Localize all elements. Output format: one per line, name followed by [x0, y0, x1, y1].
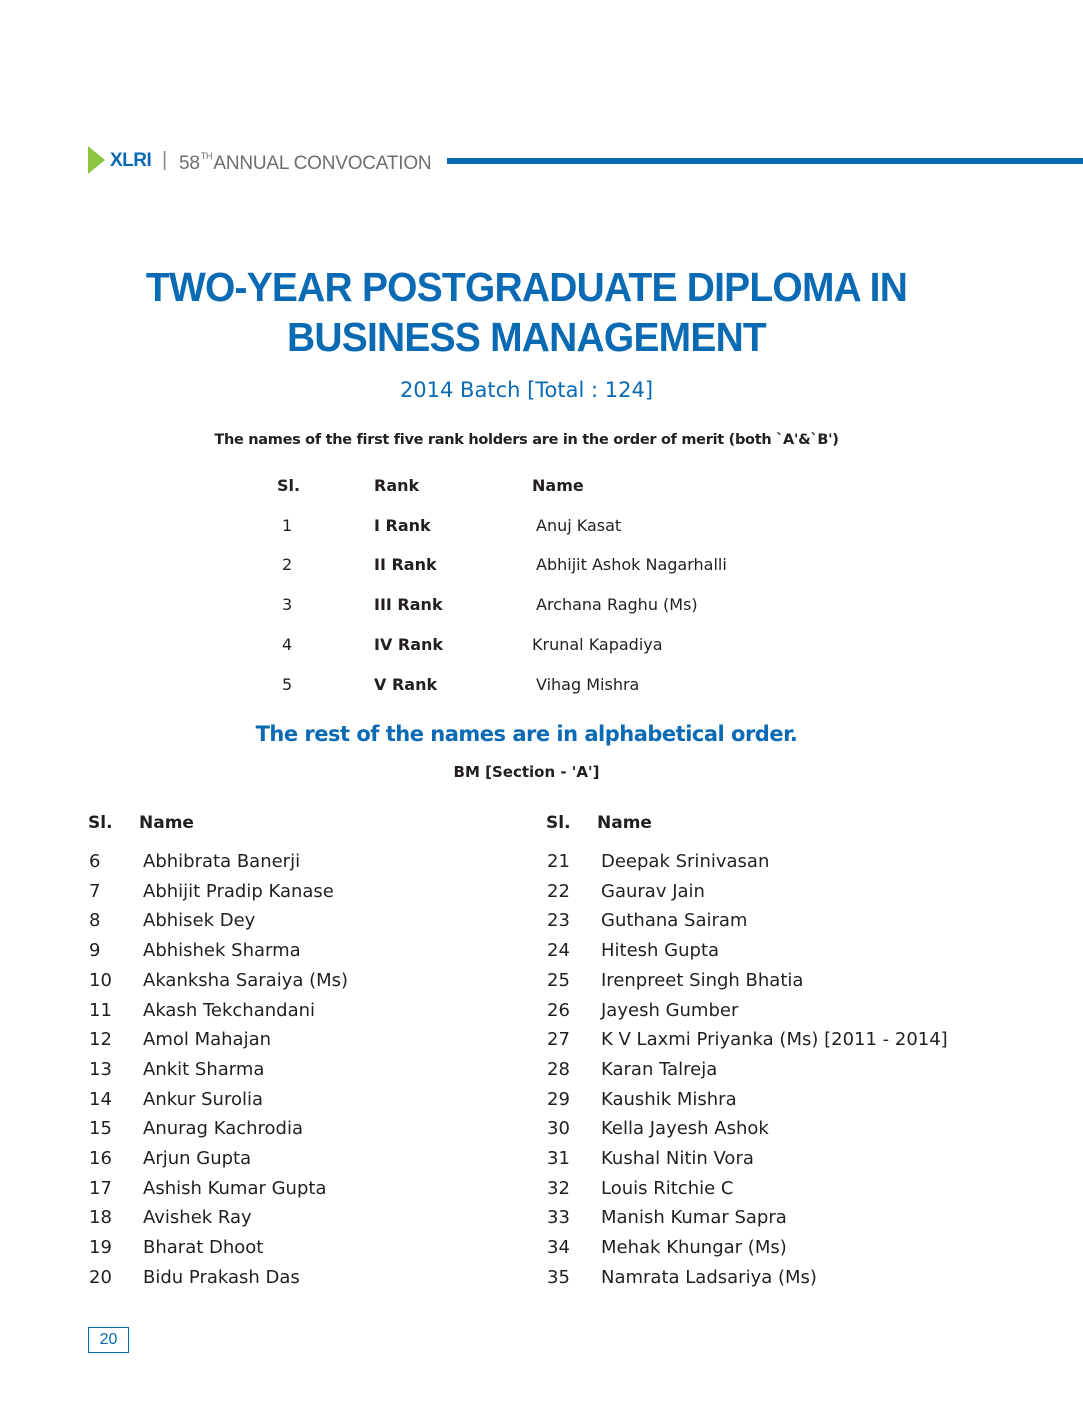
header-separator: | — [162, 149, 168, 171]
list-item-name: Louis Ritchie C — [601, 1177, 734, 1199]
list-item-sl: 22 — [547, 880, 570, 902]
list-item-name: Namrata Ladsariya (Ms) — [601, 1266, 817, 1288]
merit-note: The names of the first five rank holders are in the order of merit (both `A'&`B') — [214, 432, 839, 448]
list-item-sl: 14 — [89, 1088, 112, 1110]
list-item-sl: 30 — [547, 1118, 570, 1140]
section-heading: BM [Section - 'A'] — [453, 763, 600, 781]
list-item-name: Deepak Srinivasan — [601, 851, 770, 872]
batch-subtitle: 2014 Batch [Total : 124] — [399, 378, 654, 402]
page-title-line2: BUSINESS MANAGEMENT — [287, 314, 766, 360]
list-item-name: Jayesh Gumber — [601, 999, 739, 1021]
list-item-name: Avishek Ray — [143, 1207, 252, 1229]
list-item-name: Hitesh Gupta — [601, 940, 720, 962]
list-item-sl: 29 — [547, 1088, 570, 1110]
list-item-name: Akash Tekchandani — [143, 999, 316, 1021]
header-rule — [447, 158, 1083, 164]
rank-row-sl: 2 — [282, 555, 293, 574]
list-item-sl: 9 — [89, 940, 101, 962]
header-convocation — [179, 151, 431, 175]
list-item-name: Guthana Sairam — [601, 910, 748, 932]
rank-row-rank: I Rank — [374, 516, 431, 535]
list-item-sl: 33 — [547, 1207, 570, 1229]
convocation-suffix: TH — [200, 151, 213, 161]
list-item-sl: 16 — [89, 1148, 112, 1169]
list-item-sl: 8 — [89, 910, 101, 932]
rank-row-name: Abhijit Ashok Nagarhalli — [536, 555, 727, 574]
rank-row-sl: 5 — [282, 675, 293, 694]
rank-row-sl: 4 — [282, 635, 293, 654]
list-item-name: Abhibrata Banerji — [143, 851, 301, 872]
list-item-sl: 28 — [547, 1058, 570, 1080]
list-header-sl-right: Sl. — [546, 813, 571, 833]
rank-row-name: Anuj Kasat — [536, 516, 622, 535]
list-item-sl: 7 — [89, 880, 101, 902]
list-header-sl-left: Sl. — [88, 813, 113, 833]
list-item-name: Kella Jayesh Ashok — [601, 1118, 769, 1140]
list-item-sl: 21 — [547, 851, 570, 872]
list-header-name-right: Name — [597, 813, 652, 833]
list-item-name: Ankit Sharma — [143, 1058, 265, 1080]
convocation-number: 58 — [179, 153, 200, 174]
rank-row-name: Archana Raghu (Ms) — [536, 595, 698, 614]
list-item-sl: 18 — [89, 1207, 112, 1229]
list-item-name: Karan Talreja — [601, 1058, 718, 1080]
list-item-name: Bharat Dhoot — [143, 1237, 264, 1259]
list-item-sl: 35 — [547, 1266, 570, 1288]
list-item-sl: 6 — [89, 851, 101, 872]
list-item-sl: 34 — [547, 1237, 570, 1259]
list-item-name: Kushal Nitin Vora — [601, 1148, 754, 1169]
rank-row-name: Vihag Mishra — [536, 675, 640, 694]
list-item-name: Ankur Surolia — [143, 1088, 264, 1110]
list-item-sl: 31 — [547, 1148, 570, 1169]
list-item-name: Arjun Gupta — [143, 1148, 252, 1169]
list-item-sl: 20 — [89, 1266, 112, 1288]
rank-header-name: Name — [532, 476, 584, 495]
list-item-sl: 11 — [89, 999, 112, 1021]
list-item-sl: 23 — [547, 910, 570, 932]
list-item-name: Kaushik Mishra — [601, 1088, 737, 1110]
list-item-sl: 26 — [547, 999, 570, 1021]
list-item-name: Abhijit Pradip Kanase — [143, 880, 334, 902]
rank-row-rank: V Rank — [374, 675, 438, 694]
list-item-name: Akanksha Saraiya (Ms) — [143, 969, 349, 991]
rank-row-sl: 1 — [282, 516, 293, 535]
list-item-name: Mehak Khungar (Ms) — [601, 1237, 787, 1259]
convocation-text: ANNUAL CONVOCATION — [213, 153, 432, 174]
list-header-name-left: Name — [139, 813, 194, 833]
rank-row-rank: III Rank — [374, 595, 443, 614]
list-item-sl: 17 — [89, 1177, 112, 1199]
list-item-name: Abhishek Sharma — [143, 940, 301, 962]
list-item-sl: 24 — [547, 940, 570, 962]
list-item-name: Bidu Prakash Das — [143, 1266, 300, 1288]
list-item-sl: 13 — [89, 1058, 112, 1080]
logo: XLRI — [110, 150, 152, 171]
rank-header-sl: Sl. — [277, 476, 301, 495]
rank-row-sl: 3 — [282, 595, 293, 614]
alphabetical-heading: The rest of the names are in alphabetical order. — [255, 722, 798, 746]
page-title-line1: TWO-YEAR POSTGRADUATE DIPLOMA IN — [145, 264, 908, 310]
list-item-sl: 25 — [547, 969, 570, 991]
list-item-name: Anurag Kachrodia — [143, 1118, 304, 1140]
list-item-name: Manish Kumar Sapra — [601, 1207, 787, 1229]
rank-row-rank: II Rank — [374, 555, 437, 574]
rank-row-rank: IV Rank — [374, 635, 444, 654]
list-item-sl: 10 — [89, 969, 112, 991]
list-item-name: Amol Mahajan — [143, 1029, 272, 1051]
logo-arrow-icon — [88, 146, 105, 174]
list-item-name: Ashish Kumar Gupta — [143, 1177, 327, 1199]
list-item-sl: 12 — [89, 1029, 112, 1051]
list-item-sl: 15 — [89, 1118, 112, 1140]
list-item-name: Irenpreet Singh Bhatia — [601, 969, 804, 991]
list-item-sl: 19 — [89, 1237, 112, 1259]
rank-header-rank: Rank — [374, 476, 420, 495]
list-item-name: K V Laxmi Priyanka (Ms) [2011 - 2014] — [601, 1029, 948, 1051]
list-item-sl: 32 — [547, 1177, 570, 1199]
page-title — [26, 262, 1026, 362]
page-number: 20 — [88, 1327, 129, 1353]
list-item-sl: 27 — [547, 1029, 570, 1051]
list-item-name: Gaurav Jain — [601, 880, 705, 902]
rank-row-name: Krunal Kapadiya — [532, 635, 663, 654]
list-item-name: Abhisek Dey — [143, 910, 256, 932]
